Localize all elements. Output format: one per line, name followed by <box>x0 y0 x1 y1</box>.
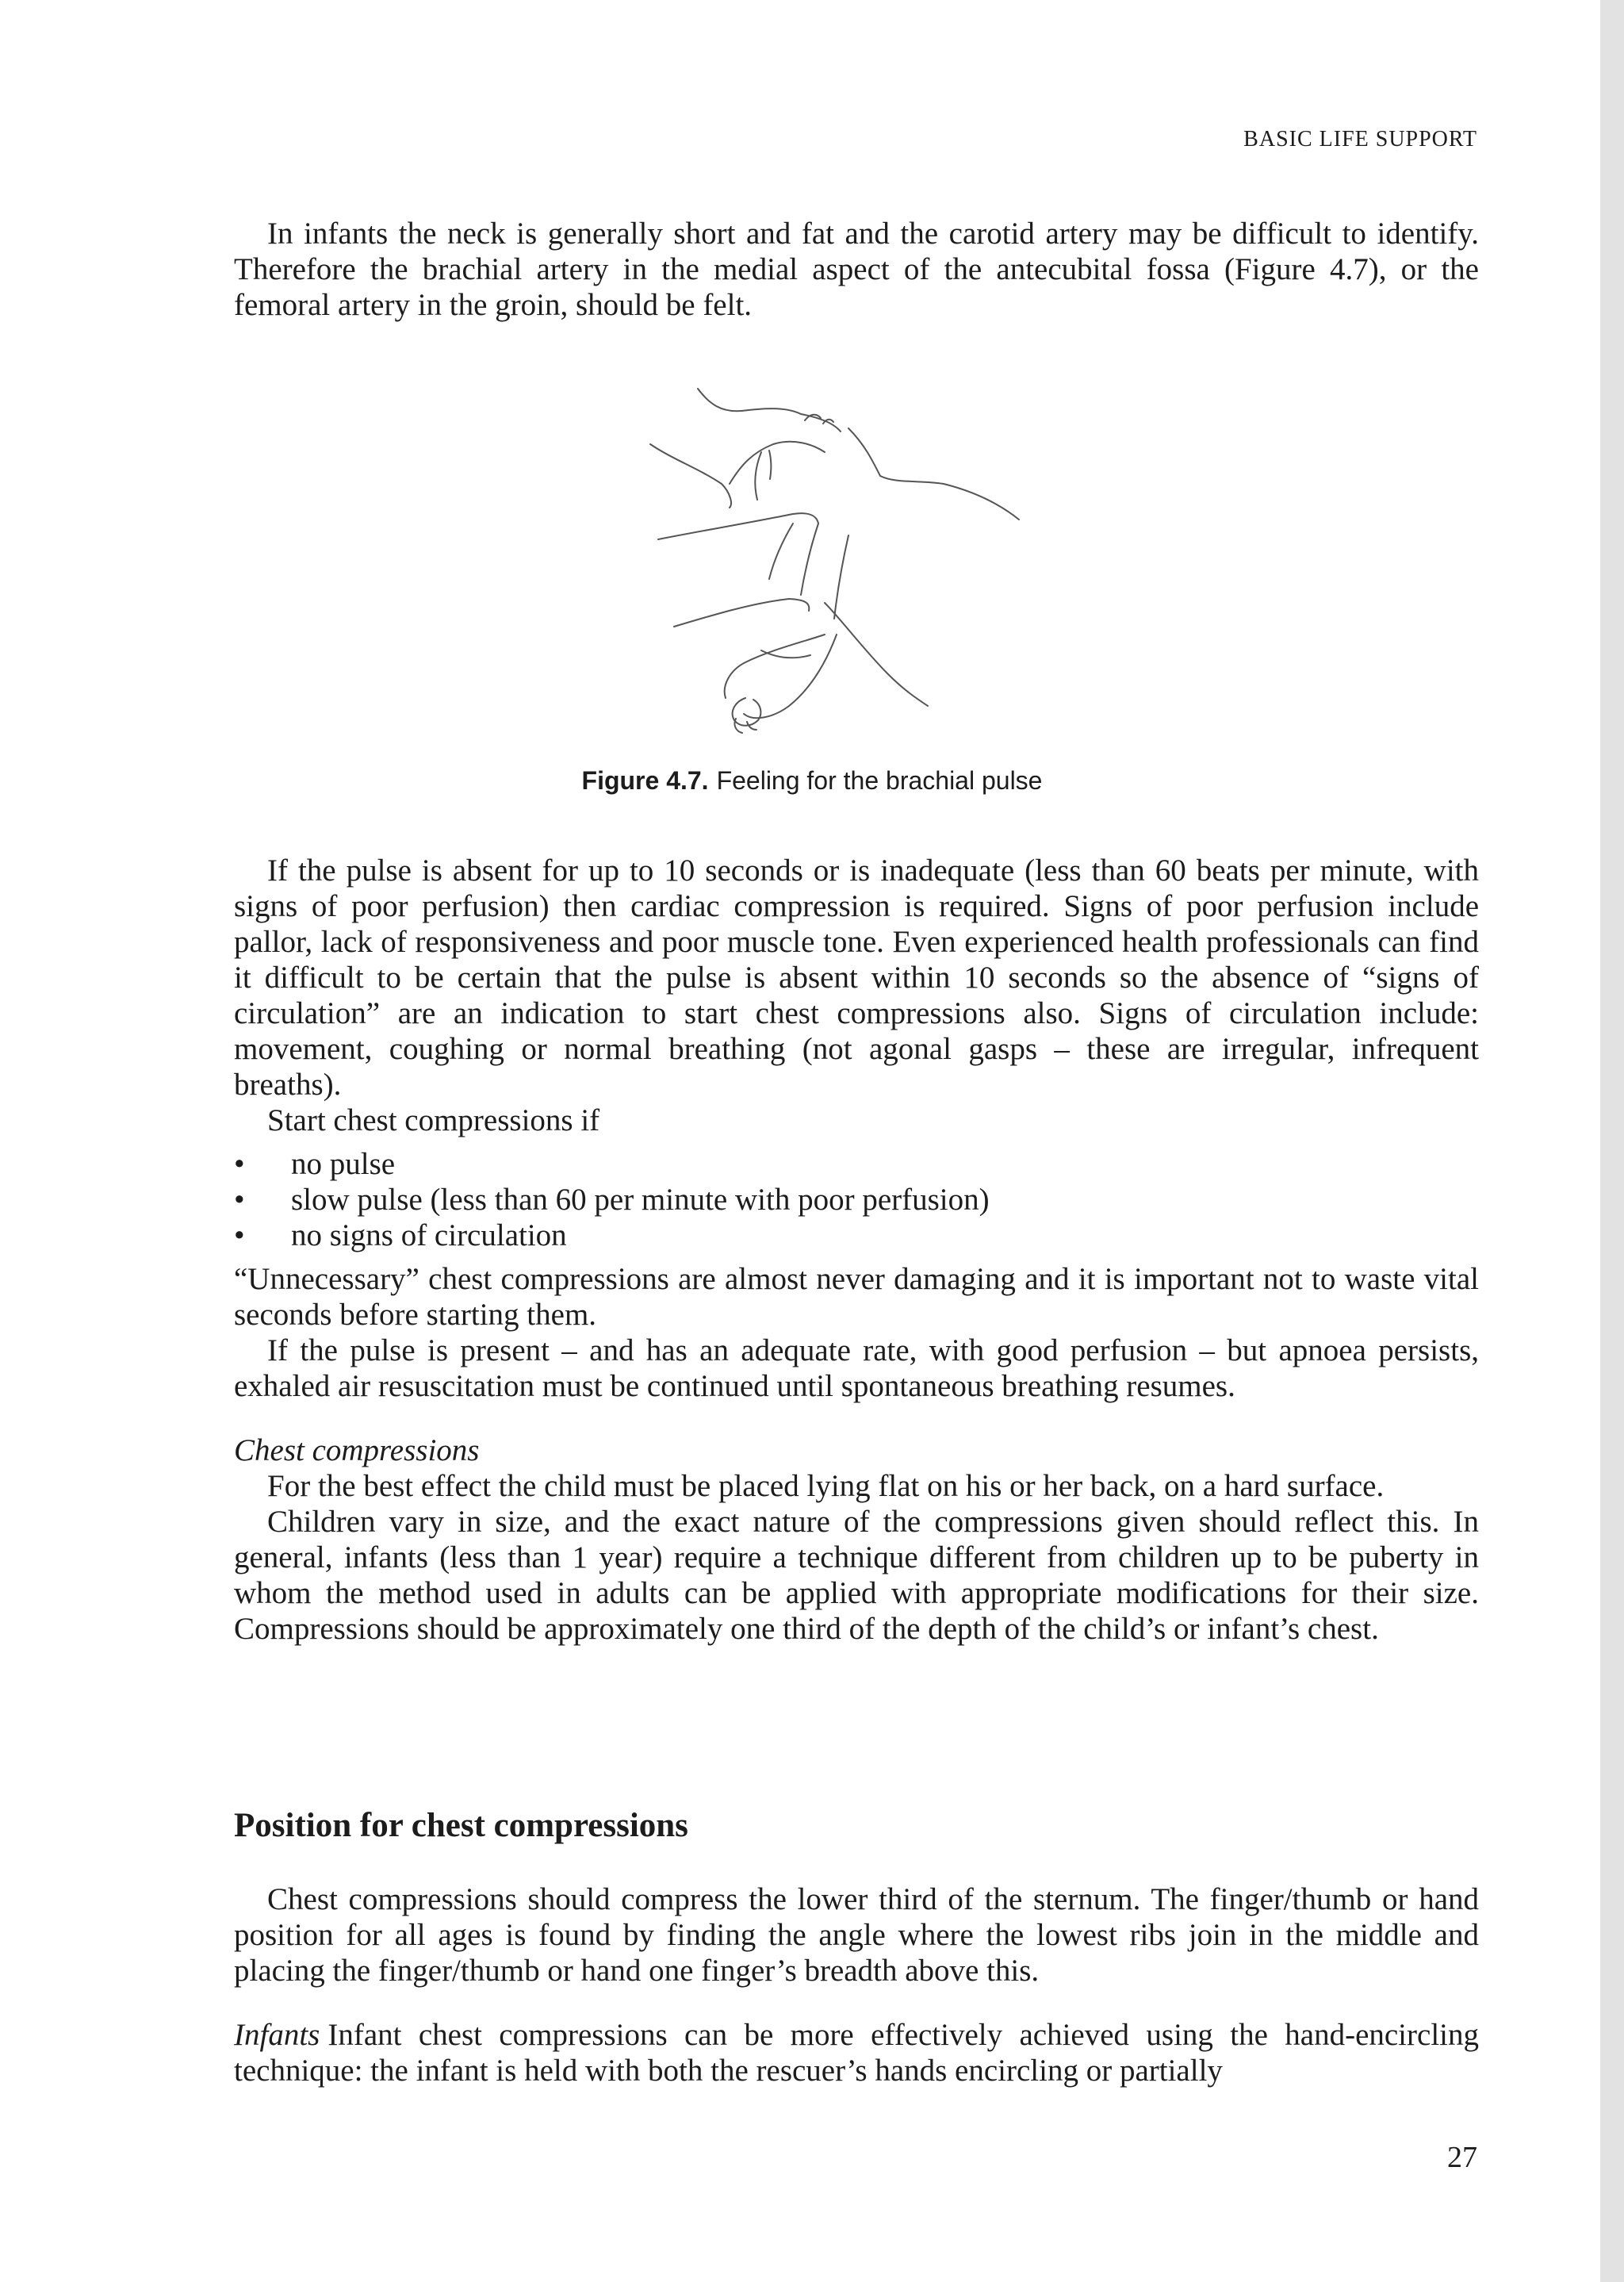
pulse-paragraph: If the pulse is absent for up to 10 seconds or is inadequate (less than 60 beats per minute, with signs of poor perfusion) then cardiac compression is required. Signs of poor perfusion include pallor, lack of responsiveness and poor muscle tone. Even experienced health professionals can find it difficult to be certain that the pulse is absent within 10 seconds so the absence of “signs of circulation” are an indication to start chest compressions also. Signs of circulation include: movement, coughing or normal breathing (not agonal gasps – these are irregular, infrequent breaths). <box>234 853 1479 1102</box>
chest-paragraph-2: Children vary in size, and the exact nature of the compressions given should reflect this. In general, infants (less than 1 year) require a technique different from children up to be puberty in whom the method used in adults can be applied with appropriate modifications for their size. Compressions should be approximately one third of the depth of the child’s or infant’s chest. <box>234 1505 1479 1646</box>
figure-caption <box>0 766 1624 796</box>
figure-caption-text: Feeling for the brachial pulse <box>716 766 1043 795</box>
list-item: • no signs of circulation <box>234 1218 1479 1253</box>
compression-criteria-list <box>234 1146 1479 1253</box>
position-block <box>234 1881 1479 2088</box>
list-item: • no pulse <box>234 1146 1479 1182</box>
intro-paragraph: In infants the neck is generally short and fat and the carotid artery may be difficult to identify. Therefore the brachial artery in the medial aspect of the antecubital fossa (Figure 4.7), or the femoral artery in the groin, should be felt. <box>234 217 1479 322</box>
page-number: 27 <box>1447 2141 1477 2174</box>
intro-block <box>234 216 1479 323</box>
brachial-pulse-illustration <box>603 365 1110 761</box>
pulse-present-paragraph: If the pulse is present – and has an adequate rate, with good perfusion – but apnoea persists, exhaled air resuscitation must be continued until spontaneous breathing resumes. <box>234 1333 1479 1403</box>
chest-paragraph-1: For the best effect the child must be placed lying flat on his or her back, on a hard surface. <box>267 1469 1385 1503</box>
chest-compressions-subhead: Chest compressions <box>234 1433 480 1467</box>
page-edge <box>1600 0 1624 2282</box>
start-compressions-line: Start chest compressions if <box>267 1103 600 1137</box>
running-head: BASIC LIFE SUPPORT <box>1243 127 1477 151</box>
unnecessary-paragraph: “Unnecessary” chest compressions are almost never damaging and it is important not to waste vital seconds before starting them. <box>234 1262 1479 1332</box>
infants-paragraph <box>234 2017 1479 2088</box>
infants-label: Infants <box>234 2018 320 2052</box>
infants-text: Infant chest compressions can be more effectively achieved using the hand-encircling technique: the infant is held with both the rescuer’s hands encircling or partially <box>234 2018 1479 2088</box>
position-paragraph: Chest compressions should compress the lower third of the sternum. The finger/thumb or hand position for all ages is found by finding the angle where the lowest ribs join in the middle and placing the finger/thumb or hand one finger’s breadth above this. <box>234 1882 1479 1988</box>
section-title: Position for chest compressions <box>234 1807 688 1844</box>
list-item: • slow pulse (less than 60 per minute with poor perfusion) <box>234 1182 1479 1218</box>
figure-label: Figure 4.7. <box>581 766 709 795</box>
main-text-block <box>234 853 1479 1647</box>
